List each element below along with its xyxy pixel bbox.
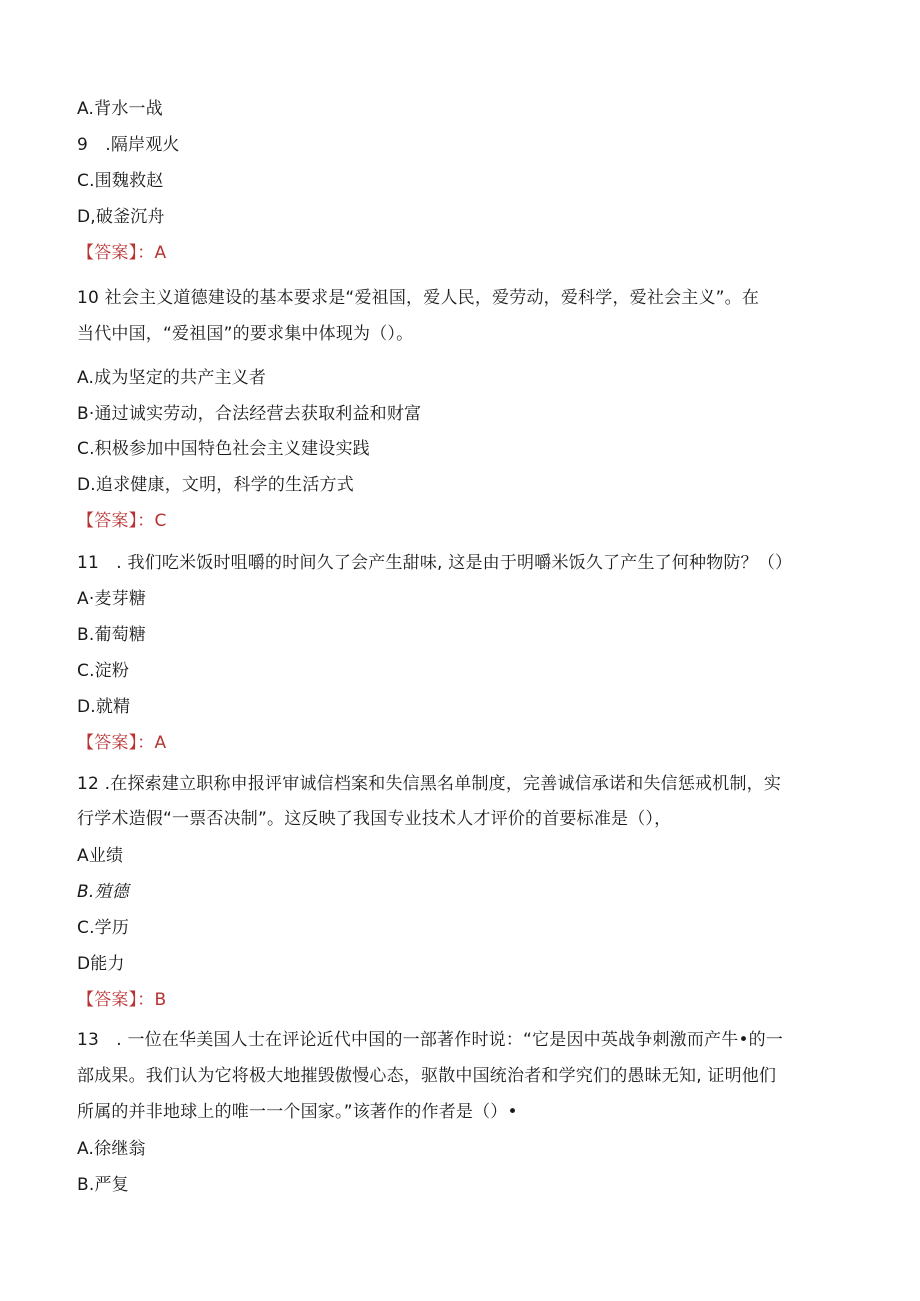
question-line: 当代中国，“爱祖国”的要求集中体现为（）。 — [77, 324, 414, 344]
answer-line: 【答案】：C — [77, 511, 167, 531]
option-line: A业绩 — [77, 846, 124, 866]
option-line: A·麦芽糖 — [77, 589, 147, 609]
option-line: C.学历 — [77, 918, 130, 938]
option-line: C.积极参加中国特色社会主义建设实践 — [77, 439, 370, 459]
question-line: 10 社会主义道德建设的基本要求是“爱祖国，爱人民，爱劳动，爱科学，爱社会主义”。在 — [77, 288, 760, 308]
option-line: 9 .隔岸观火 — [77, 135, 180, 155]
answer-line: 【答案】：B — [77, 990, 167, 1010]
option-line: D,破釜沉舟 — [77, 207, 165, 227]
question-line: 部成果。我们认为它将极大地摧毁傲慢心态，驱散中国统治者和学究们的愚昧无知, 证明他们 — [77, 1066, 777, 1086]
option-line: A.成为坚定的共产主义者 — [77, 368, 267, 388]
answer-line: 【答案】：A — [77, 733, 167, 753]
option-line: B·通过诚实劳动，合法经营去获取利益和财富 — [77, 404, 422, 424]
option-line: C.淀粉 — [77, 661, 130, 681]
answer-line: 【答案】：A — [77, 243, 167, 263]
option-line: D.就精 — [77, 697, 131, 717]
option-line: A.背水一战 — [77, 99, 163, 119]
question-line: 13 . 一位在华美国人士在评论近代中国的一部著作时说：“它是因中英战争刺激而产牛•的一 — [77, 1030, 784, 1050]
option-line: D能力 — [77, 954, 125, 974]
question-line: 行学术造假“一票否决制”。这反映了我国专业技术人才评价的首要标准是（）， — [77, 809, 672, 829]
option-line: C.围魏救赵 — [77, 171, 164, 191]
option-line: B.葡萄糖 — [77, 625, 147, 645]
option-line: B.严复 — [77, 1175, 129, 1195]
question-line: 所属的并非地球上的唯一一个国家。”该著作的作者是（）• — [77, 1102, 518, 1122]
question-line: 11 . 我们吃米饭时咀嚼的时间久了会产生甜味, 这是由于明嚼米饭久了产生了何种物防？（） — [77, 553, 793, 573]
option-line: B.殖德 — [77, 882, 129, 902]
option-line: A.徐继翁 — [77, 1139, 146, 1159]
question-line: 12 .在探索建立职称申报评审诚信档案和失信黑名单制度，完善诚信承诺和失信惩戒机制，实 — [77, 774, 782, 794]
option-line: D.追求健康，文明，科学的生活方式 — [77, 475, 354, 495]
